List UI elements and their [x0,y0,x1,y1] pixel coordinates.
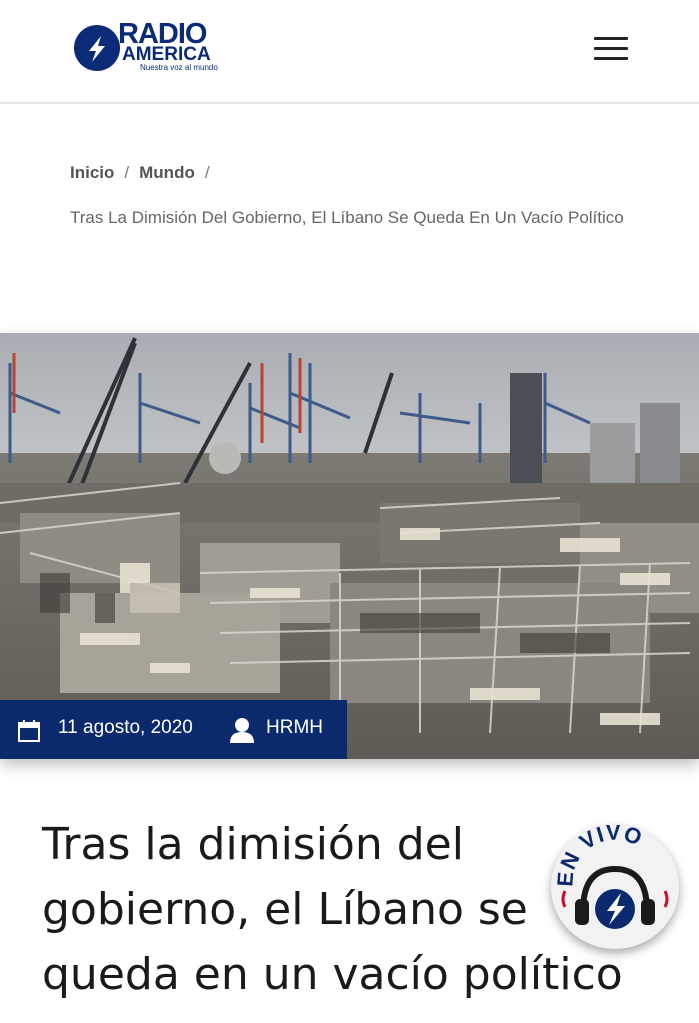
breadcrumb-separator: / [204,163,210,182]
breadcrumb-separator: / [124,163,130,182]
lightning-bolt-icon [83,35,111,63]
logo-word-america: AMERICA [122,44,211,65]
live-radio-button[interactable] [551,825,679,949]
hero-image [0,333,699,759]
radio-america-logo[interactable] [74,18,244,74]
site-header [0,0,699,104]
logo-tagline: Nuestra voz al mundo [140,63,218,72]
post-author[interactable]: HRMH [266,717,323,738]
article-title: Tras la dimisión del gobierno, el Líbano se queda en un vacío político [42,819,623,1000]
post-meta-bar [0,700,347,759]
user-icon [230,717,254,743]
breadcrumb-current: Tras La Dimisión Del Gobierno, El Líbano Se Queda En Un Vacío Político [70,208,624,227]
calendar-icon [18,720,40,742]
hamburger-menu-icon[interactable] [594,37,630,63]
port-explosion-photo [0,333,699,759]
live-label: EN VIVO [552,825,647,888]
svg-text:EN VIVO [552,825,646,887]
post-date: 11 agosto, 2020 [58,717,193,738]
logo-word-radio: RADIO [118,18,207,50]
logo-circle [74,25,120,71]
breadcrumb [70,150,630,240]
headphones-icon [551,825,679,949]
breadcrumb-link-mundo[interactable]: Mundo [139,163,195,182]
breadcrumb-link-inicio[interactable]: Inicio [70,163,115,182]
